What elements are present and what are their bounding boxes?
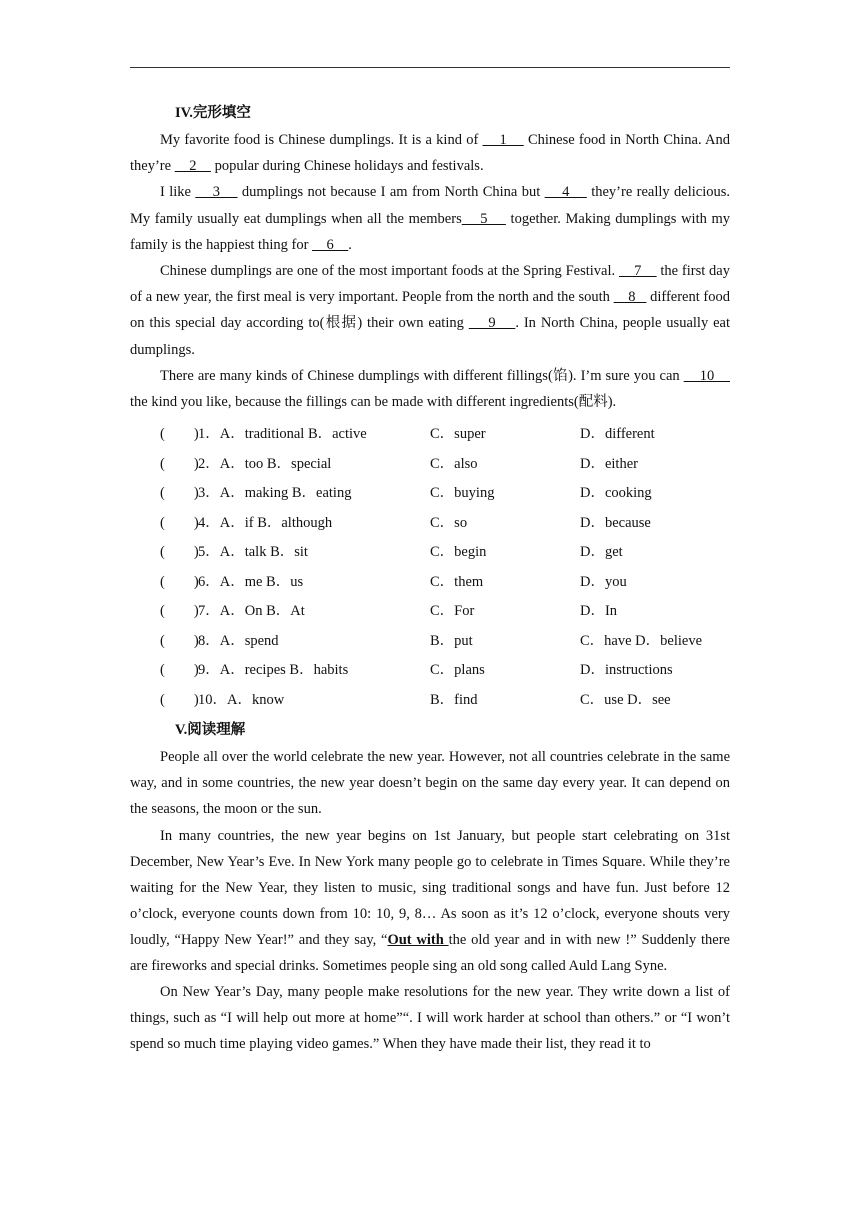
reading-paragraph-1: People all over the world celebrate the new year. However, not all countries celebrate in the same way, and in some countries, the new year doesn’t begin on the same day every year. It can depend on the seasons, the moon or the sun. <box>130 749 730 818</box>
blank-8: 8 <box>613 289 647 306</box>
text-run: popular during Chinese holidays and festivals. <box>210 158 484 175</box>
answer-paren[interactable]: ( ) <box>160 514 199 531</box>
option-row-6 <box>130 568 730 598</box>
option-c: C．begin <box>430 544 487 561</box>
document-body <box>130 100 730 1057</box>
option-c: B．find <box>430 691 478 708</box>
text-run: . In North China, people usually eat dumplings. <box>130 315 731 358</box>
text-run: the kind you like, because the fillings can be made with different ingredients(配料). <box>130 394 617 411</box>
option-first: 3．A．making B．eating <box>198 485 352 502</box>
cloze-paragraph-1 <box>130 127 730 179</box>
blank-5: 5 <box>461 210 506 227</box>
cloze-paragraph-4 <box>130 363 730 415</box>
option-row-10 <box>130 686 730 716</box>
option-row-1 <box>130 420 730 450</box>
blank-3: 3 <box>195 184 238 201</box>
reading-passage <box>130 744 730 1057</box>
answer-paren[interactable]: ( ) <box>160 426 199 443</box>
option-d: D．different <box>580 426 655 443</box>
text-run: the first day of a new year, the first meal is very important. People from the north and the south <box>130 263 730 306</box>
option-first: 6．A．me B．us <box>198 573 304 590</box>
answer-paren[interactable]: ( ) <box>160 691 199 708</box>
option-d: D．because <box>580 514 651 531</box>
blank-10: 10 <box>683 367 731 384</box>
section-heading-cloze: IV.完形填空 <box>175 105 251 121</box>
blank-2: 2 <box>174 158 211 175</box>
option-d: D．get <box>580 544 623 561</box>
text-run: There are many kinds of Chinese dumplings with different fillings(馅). I’m sure you can <box>160 367 684 384</box>
text-run: they’re really delicious. My family usually eat dumplings when all the members <box>130 184 730 227</box>
text-run: . <box>348 236 352 253</box>
option-c: C．For <box>430 603 475 620</box>
option-first: 10．A．know <box>198 691 285 708</box>
blank-4: 4 <box>544 184 587 201</box>
option-first: 4．A．if B．although <box>198 514 333 531</box>
header-rule <box>130 67 730 68</box>
option-row-3 <box>130 479 730 509</box>
option-row-5 <box>130 538 730 568</box>
option-first: 9．A．recipes B．habits <box>198 662 349 679</box>
option-c: C．also <box>430 455 478 472</box>
option-c: C．them <box>430 573 484 590</box>
answer-paren[interactable]: ( ) <box>160 485 199 502</box>
text-run: together. Making dumplings with my family is the happiest thing for <box>130 210 730 253</box>
option-d: D．cooking <box>580 485 652 502</box>
reading-paragraph-2 <box>130 823 730 980</box>
answer-paren[interactable]: ( ) <box>160 573 199 590</box>
option-first: 8．A．spend <box>198 632 279 649</box>
option-c: C．plans <box>430 662 485 679</box>
blank-9: 9 <box>468 315 516 332</box>
option-c: C．buying <box>430 485 495 502</box>
option-d: C．have D．believe <box>580 632 703 649</box>
cloze-paragraph-2 <box>130 179 730 258</box>
option-row-4 <box>130 509 730 539</box>
option-c: B．put <box>430 632 473 649</box>
answer-paren[interactable]: ( ) <box>160 632 199 649</box>
option-c: C．super <box>430 426 486 443</box>
text-run: Chinese dumplings are one of the most important foods at the Spring Festival. <box>160 263 619 280</box>
text-run: My favorite food is Chinese dumplings. It is a kind of <box>160 132 483 148</box>
answer-paren[interactable]: ( ) <box>160 455 199 472</box>
reading-paragraph-3: On New Year’s Day, many people make resolutions for the new year. They write down a list of things, such as “I will help out more at home”“. I will work harder at school than others.” or “I won’t spend so much time playing video games.” When they have made their list, they read it to <box>130 984 730 1053</box>
option-row-9 <box>130 656 730 686</box>
answer-paren[interactable]: ( ) <box>160 603 199 620</box>
option-first: 1．A．traditional B．active <box>198 426 367 443</box>
blank-7: 7 <box>618 263 657 280</box>
option-d: D．you <box>580 573 627 590</box>
text-run: different food on this special day according to(根据) their own eating <box>130 289 731 332</box>
text-run: the old year and in with new !” Suddenly there are fireworks and special drinks. Sometimes people sing an old song called Auld Lang Syne. <box>130 931 730 974</box>
option-row-2 <box>130 450 730 480</box>
option-first: 7．A．On B．At <box>198 603 305 620</box>
option-d: D．instructions <box>580 662 673 679</box>
option-first: 5．A．talk B．sit <box>198 544 308 561</box>
text-run: dumplings not because I am from North China but <box>237 184 545 201</box>
text-run: I like <box>160 184 196 201</box>
option-row-8 <box>130 627 730 657</box>
option-c: C．so <box>430 514 468 531</box>
option-d: C．use D．see <box>580 691 671 708</box>
option-d: D．In <box>580 603 618 620</box>
blank-6: 6 <box>312 236 349 253</box>
answer-paren[interactable]: ( ) <box>160 544 199 561</box>
cloze-paragraph-3 <box>130 258 730 363</box>
option-first: 2．A．too B．special <box>198 455 332 472</box>
blank-1: 1 <box>482 132 524 148</box>
answer-paren[interactable]: ( ) <box>160 662 199 679</box>
option-d: D．either <box>580 455 638 472</box>
underlined-phrase: Out with <box>387 931 449 948</box>
option-row-7 <box>130 597 730 627</box>
text-run: Chinese food in North China. And they’re <box>130 132 730 175</box>
section-heading-reading: V.阅读理解 <box>175 722 246 739</box>
options-list <box>130 420 730 715</box>
text-run: In many countries, the new year begins on 1st January, but people start celebrating on 31st December, New Year’s Eve. In New York many people go to celebrate in Times Square. While they’re waiting for the New Year, they listen to music, sing traditional songs and have fun. Just before 12 o’clock, everyone counts down from 10: 10, 9, 8… As soon as it’s 12 o’clock, everyone shouts very loudly, “Happy New Year!” and they say, “ <box>130 827 730 948</box>
